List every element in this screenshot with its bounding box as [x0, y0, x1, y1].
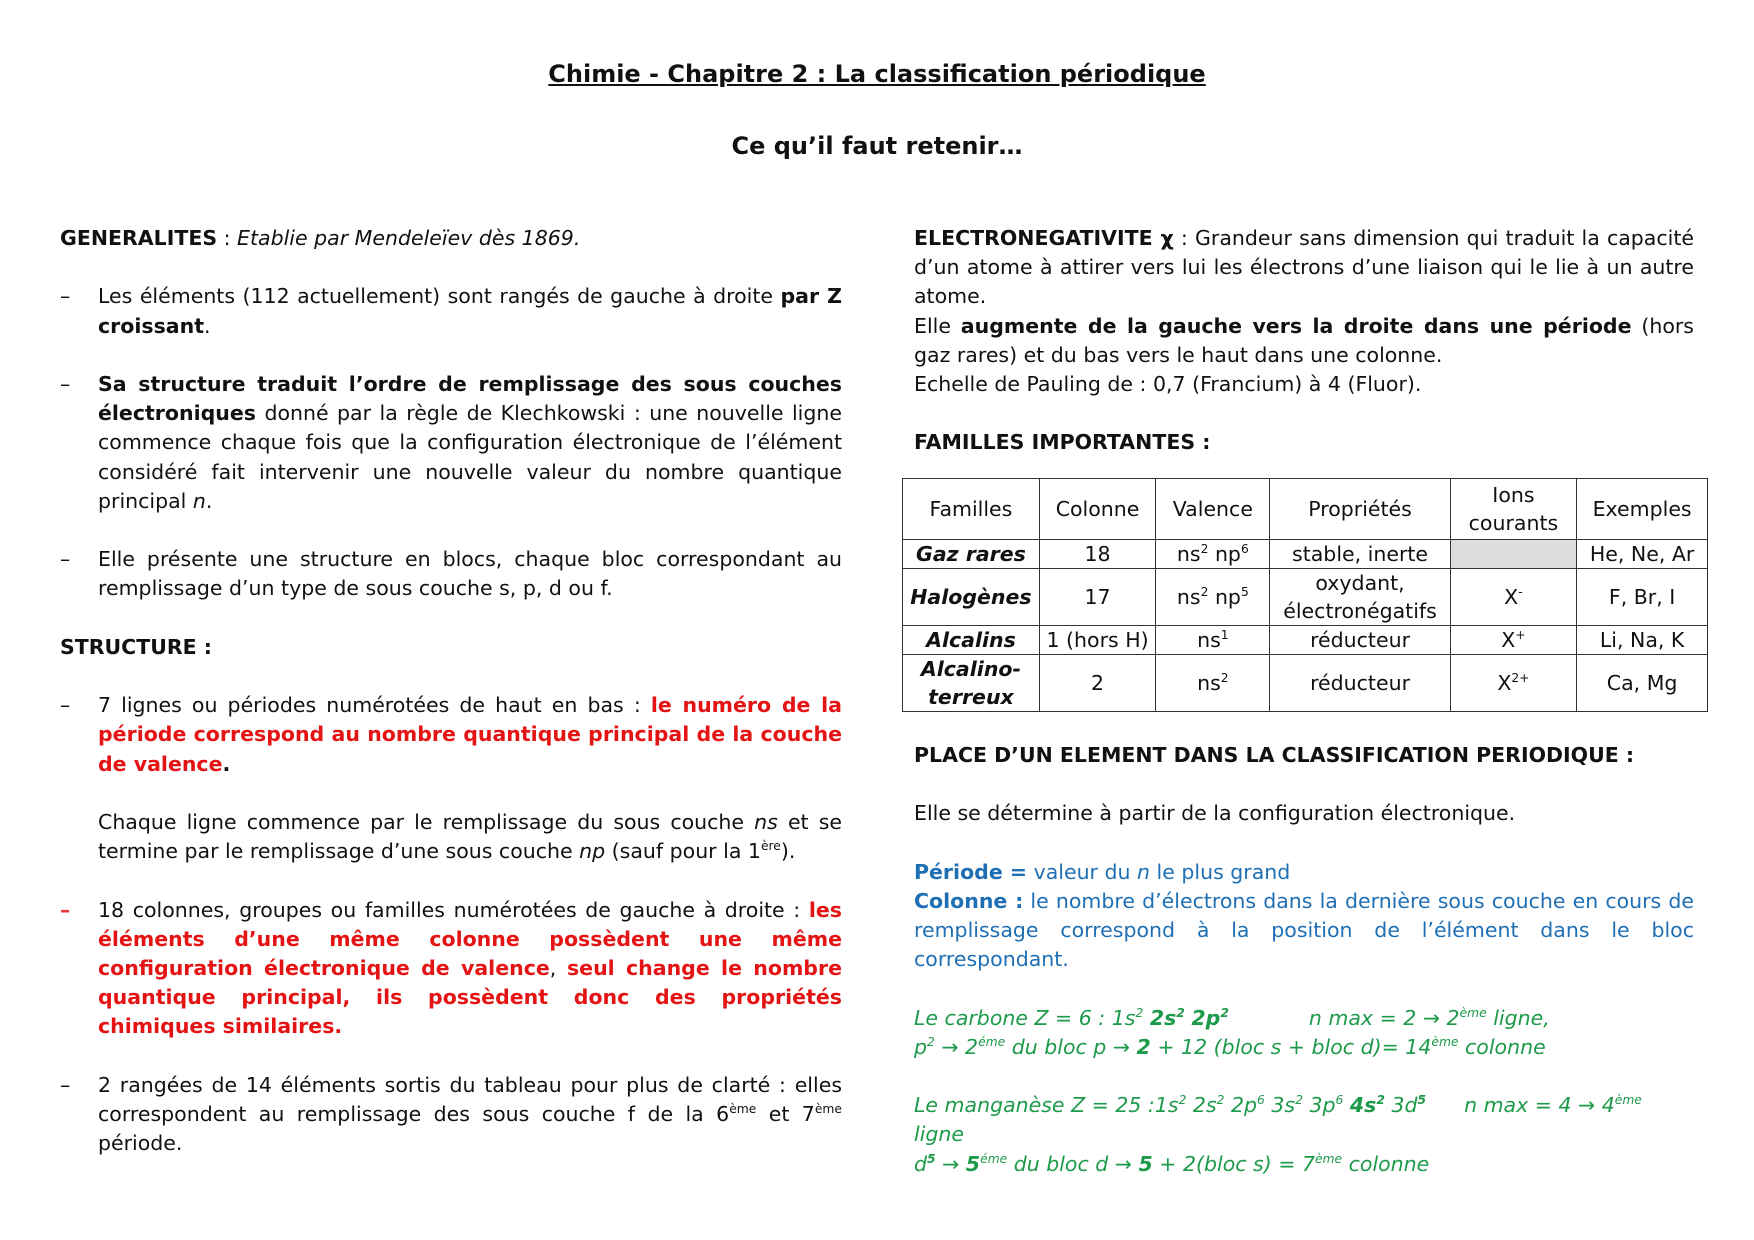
generalites-item-1: – Les éléments (112 actuellement) sont rangés de gauche à droite par Z croissant. [60, 284, 842, 338]
table-row: Alcalins 1 (hors H) $ns^1$ réducteur X+ Li, Na, K [903, 625, 1708, 654]
carbone-example-line-1: Le carbone Z = 6 : $1s^2$ $2s^2$ $2p^2$ n max = 2 → 2ème ligne, [914, 1005, 1550, 1030]
table-header-row [903, 478, 1708, 539]
generalites-heading: GENERALITES [60, 226, 218, 250]
pauling-scale: Echelle de Pauling de : 0,7 (Francium) à 4 (Fluor). [914, 372, 1422, 397]
dash-bullet: – [60, 897, 71, 922]
table-row: Halogènes 17 $ns^2$ $np^5$ oxydant, électronégatifs X- F, Br, I [903, 568, 1708, 625]
electronegativite-heading: ELECTRONEGATIVITE [914, 226, 1153, 250]
generalites-line: GENERALITES : Etablie par Mendeleïev dès 1869. [60, 226, 581, 250]
table-row: Gaz rares 18 $ns^2$ $np^6$ stable, inerte He, Ne, Ar [903, 539, 1708, 568]
table-header-cell: Ions courants [1450, 478, 1577, 539]
table-header-cell: Colonne [1039, 478, 1155, 539]
dash-bullet: – [60, 693, 71, 718]
carbone-example-line-2: $p^2 \to 2^{éme}$ du bloc p → 2 + 12 (bloc s + bloc d)= 14ème colonne [914, 1034, 1546, 1059]
table-header-cell: Exemples [1577, 478, 1708, 539]
dash-bullet: – [60, 1072, 71, 1097]
left-column [60, 224, 842, 1158]
document-subtitle: Ce qu’il faut retenir… [731, 132, 1023, 160]
manganese-example-line-2: $d^5 \to 5^{éme}$ du bloc d → 5 + 2(bloc s) = 7ème colonne [914, 1151, 1430, 1176]
table-row: Alcalino-terreux 2 $ns^2$ réducteur $X^{2+}$ Ca, Mg [903, 654, 1708, 711]
structure-item-2: – 18 colonnes, groupes ou familles numérotées de gauche à droite : les éléments d’une même colonne possèdent une même configuration électronique de valence, seul change le nombre quantique principal, ils possèdent donc des propriétés chimiques similaires. [60, 897, 842, 1039]
generalites-intro: Etablie par Mendeleïev dès 1869. [237, 226, 581, 250]
familles-table [902, 478, 1708, 712]
periode-rule: Période = valeur du n le plus grand [914, 859, 1291, 884]
place-intro: Elle se détermine à partir de la configuration électronique. [914, 801, 1516, 826]
structure-heading: STRUCTURE : [60, 634, 212, 659]
empty-shaded-cell [1450, 539, 1577, 568]
electronegativite-trend: Elle augmente de la gauche vers la droite dans une période (hors gaz rares) et du bas vers le haut dans une colonne. [914, 313, 1694, 367]
place-heading: PLACE D’UN ELEMENT DANS LA CLASSIFICATION PERIODIQUE : [914, 742, 1635, 767]
electronegativite-paragraph: ELECTRONEGATIVITE χ : Grandeur sans dimension qui traduit la capacité d’un atome à attirer vers lui les électrons d’une liaison qui le lie à un autre atome. [914, 226, 1694, 309]
table-header-cell: Familles [903, 478, 1040, 539]
manganese-example-line-1: Le manganèse Z = 25 $:1s^2$ $2s^2$ $2p^6$ $3s^2$ $3p^6$ $4s^2$ $3d^5$ n max = 4 → 4ème ligne [914, 1093, 1642, 1147]
generalites-item-3: – Elle présente une structure en blocs, chaque bloc correspondant au remplissage d’un type de sous couche s, p, d ou f. [60, 547, 842, 601]
structure-item-3: – 2 rangées de 14 éléments sortis du tableau pour plus de clarté : elles correspondent au remplissage des sous couche f de la 6ème et 7ème période. [60, 1072, 842, 1156]
structure-item-1: – 7 lignes ou périodes numérotées de haut en bas : le numéro de la période correspond au nombre quantique principal de la couche de valence. [60, 693, 842, 776]
familles-heading: FAMILLES IMPORTANTES : [914, 430, 1211, 455]
dash-bullet: – [60, 284, 71, 309]
document-title: Chimie - Chapitre 2 : La classification périodique [548, 60, 1206, 88]
table-header-cell: Valence [1156, 478, 1270, 539]
generalites-item-2: – Sa structure traduit l’ordre de remplissage des sous couches électroniques donné par la règle de Klechkowski : une nouvelle ligne commence chaque fois que la configuration électronique de l’élément considéré fait intervenir une nouvelle valeur du nombre quantique principal n. [60, 371, 842, 513]
dash-bullet: – [60, 371, 71, 396]
table-header-cell: Propriétés [1270, 478, 1450, 539]
right-column [910, 224, 1695, 1179]
dash-bullet: – [60, 547, 71, 572]
structure-item-1-paragraph-2: Chaque ligne commence par le remplissage du sous couche ns et se termine par le remplissage d’une sous couche np (sauf pour la 1ère). [98, 809, 842, 864]
colonne-rule: Colonne : le nombre d’électrons dans la dernière sous couche en cours de remplissage correspond à la position de l’élément dans le bloc correspondant. [914, 888, 1695, 972]
